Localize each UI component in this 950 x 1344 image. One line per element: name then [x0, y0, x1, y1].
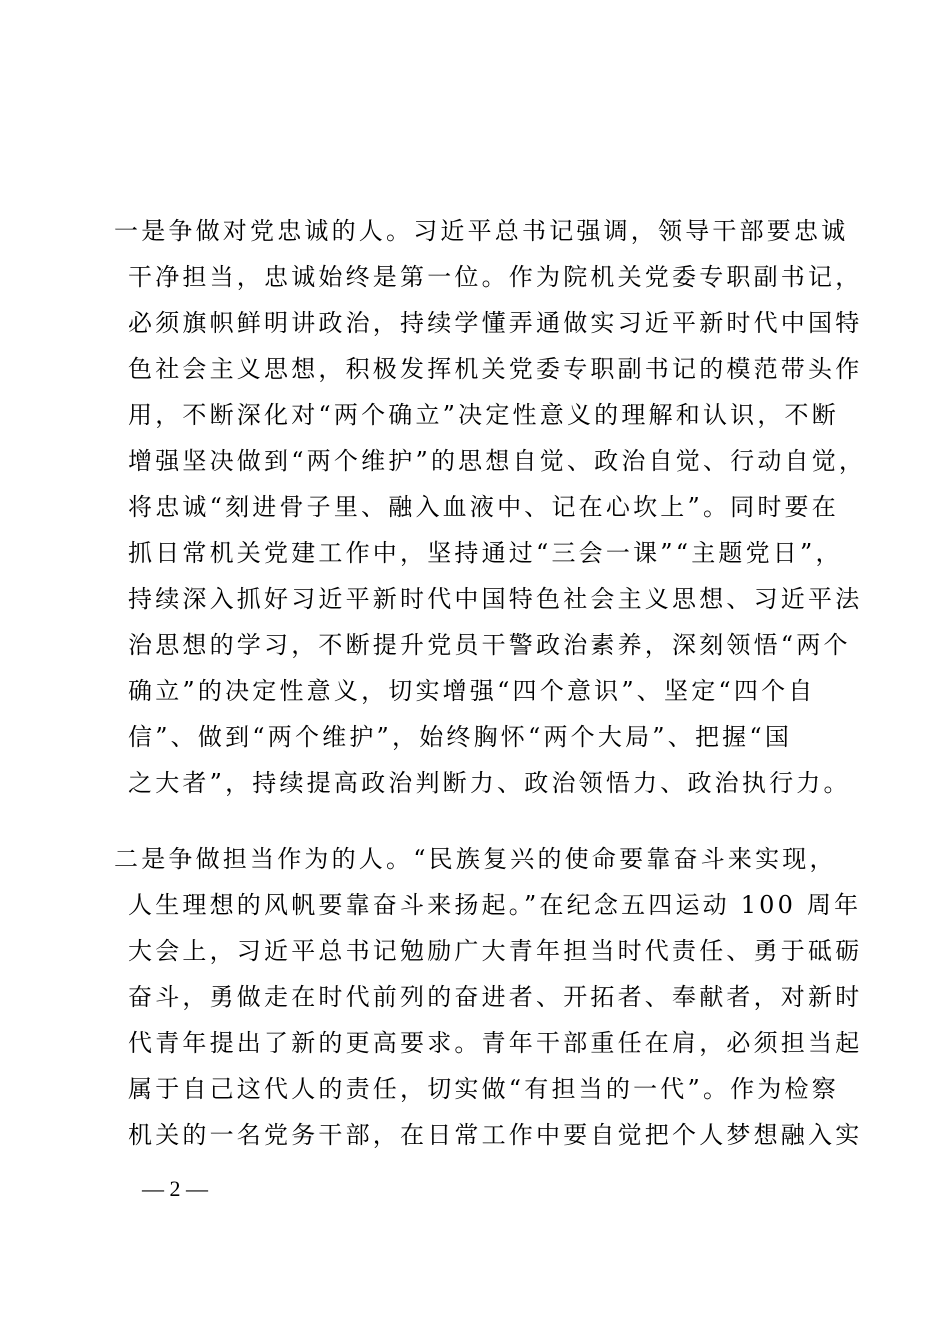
- paragraph-line: 治思想的学习，不断提升党员干警政治素养，深刻领悟“两个: [128, 631, 851, 659]
- paragraph-line: 代青年提出了新的更高要求。青年干部重任在肩，必须担当起: [128, 1029, 863, 1057]
- paragraph-line: 之大者”，持续提高政治判断力、政治领悟力、政治执行力。: [128, 769, 851, 797]
- paragraph-line: 确立”的决定性意义，切实增强“四个意识”、坚定“四个自: [128, 677, 816, 705]
- paragraph-line: 机关的一名党务干部，在日常工作中要自觉把个人梦想融入实: [128, 1121, 863, 1149]
- paragraph-loyalty: [114, 208, 868, 806]
- paragraph-line: 持续深入抓好习近平新时代中国特色社会主义思想、习近平法: [128, 585, 863, 613]
- paragraph-line: 人生理想的风帆要靠奋斗来扬起。”在纪念五四运动 100 周年: [128, 891, 862, 919]
- paragraph-responsibility: [114, 836, 868, 1158]
- paragraph-line: 二是争做担当作为的人。“民族复兴的使命要靠奋斗来实现，: [114, 845, 837, 873]
- paragraph-line: 干净担当，忠诚始终是第一位。作为院机关党委专职副书记，: [128, 263, 863, 291]
- paragraph-line: 将忠诚“刻进骨子里、融入血液中、记在心坎上”。同时要在: [128, 493, 839, 521]
- paragraph-line: 属于自己这代人的责任，切实做“有担当的一代”。作为检察: [128, 1075, 839, 1103]
- paragraph-line: 增强坚决做到“两个维护”的思想自觉、政治自觉、行动自觉，: [128, 447, 867, 475]
- paragraph-line: 奋斗，勇做走在时代前列的奋进者、开拓者、奉献者，对新时: [128, 983, 863, 1011]
- paragraph-line: 色社会主义思想，积极发挥机关党委专职副书记的模范带头作: [128, 355, 863, 383]
- paragraph-line: 用，不断深化对“两个确立”决定性意义的理解和认识，不断: [128, 401, 839, 429]
- paragraph-line: 抓日常机关党建工作中，坚持通过“三会一课”“主题党日”，: [128, 539, 843, 567]
- page-number: — 2 —: [142, 1176, 208, 1201]
- paragraph-line: 必须旗帜鲜明讲政治，持续学懂弄通做实习近平新时代中国特: [128, 309, 863, 337]
- paragraph-line: 大会上，习近平总书记勉励广大青年担当时代责任、勇于砥砺: [128, 937, 863, 965]
- paragraph-line: 信”、做到“两个维护”，始终胸怀“两个大局”、把握“国: [128, 723, 793, 751]
- paragraph-line: 一是争做对党忠诚的人。习近平总书记强调，领导干部要忠诚: [114, 217, 849, 245]
